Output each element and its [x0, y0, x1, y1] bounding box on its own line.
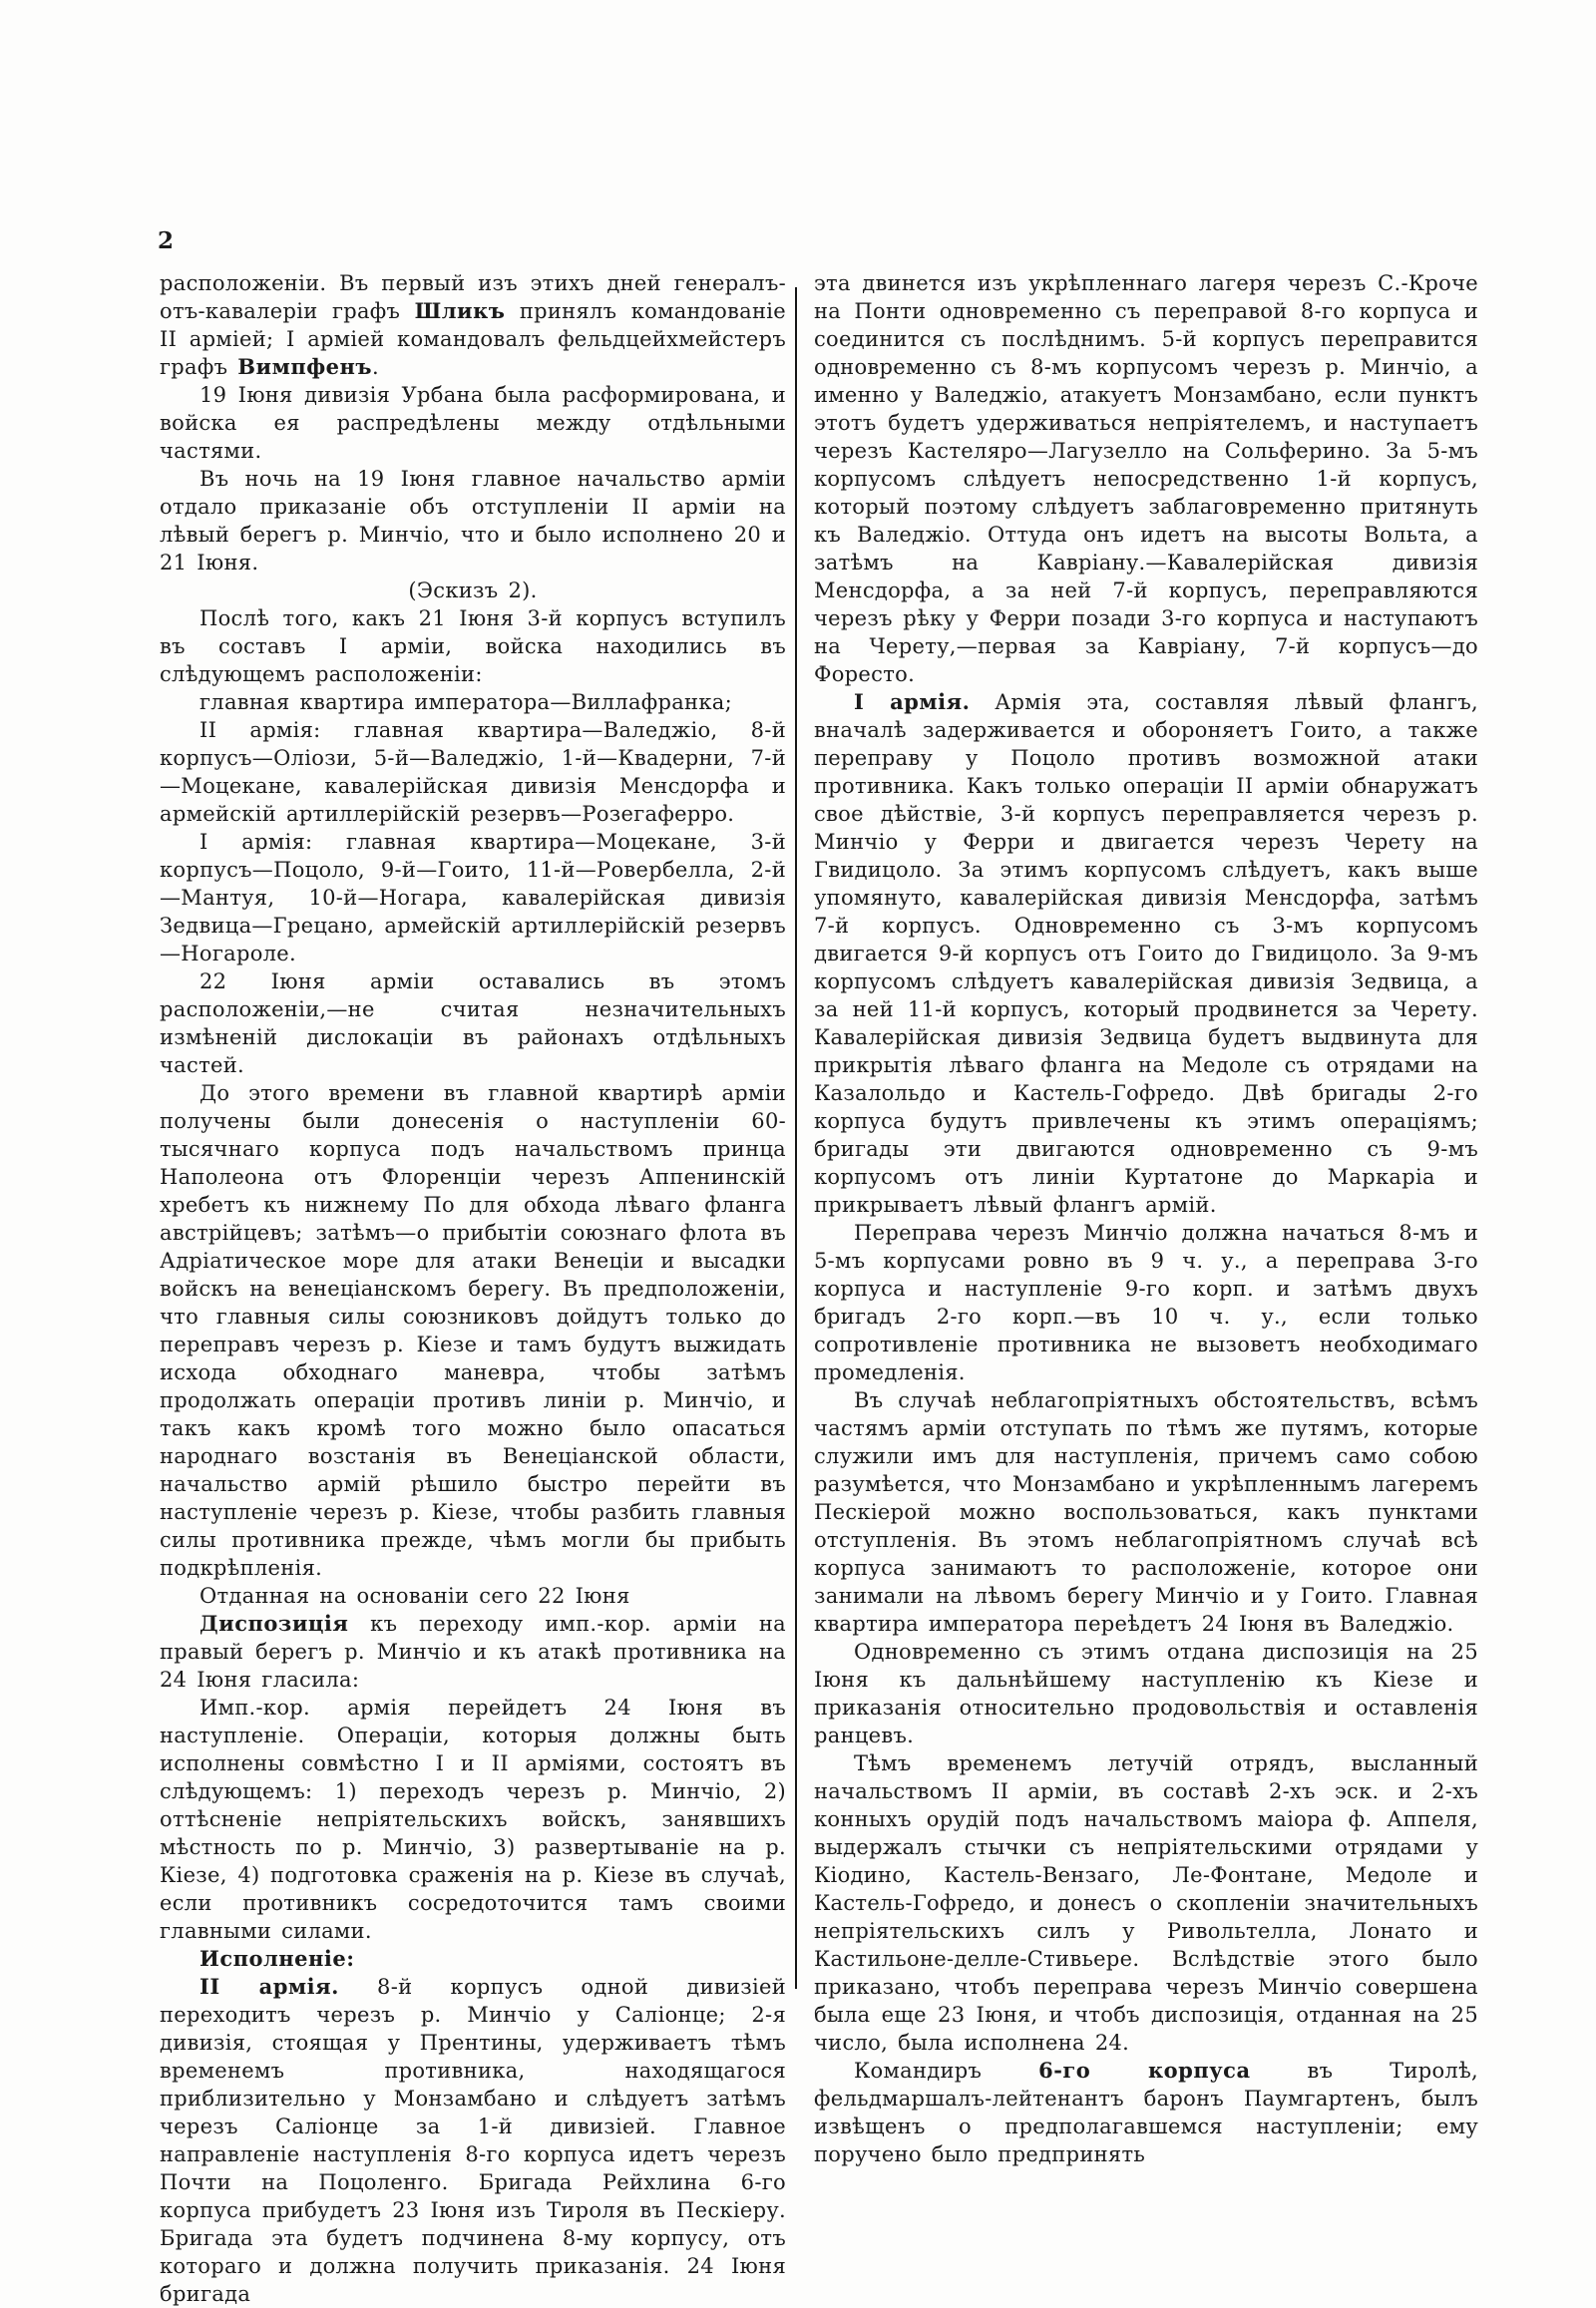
text-run: I армія: главная квартира—Моцекане, 3-й корпусъ—Поцоло, 9-й—Гоито, 11-й—Ровербелла, 2-й—Мантуя, 10-й—Ногара, кавалерійская дивизія Зедвица—Грецано, армейскій артиллерійскій резервъ—Ногароле.	[160, 830, 786, 965]
text-run: Въ случаѣ неблагопріятныхъ обстоятельствъ, всѣмъ частямъ арміи отступать по тѣмъ же путямъ, которые служили имъ для наступленія, причемъ само собою разумѣется, что Монзамбано и укрѣпленнымъ лагеремъ Пескіерой можно воспользоваться, какъ пунктами отступленія. Въ этомъ неблагопріятномъ случаѣ всѣ корпуса занимаютъ то расположеніе, которое они занимали на лѣвомъ берегу Минчіо и у Гоито. Главная квартира императора переѣдетъ 24 Іюня въ Валеджіо.	[814, 1388, 1478, 1636]
paragraph	[814, 269, 1478, 688]
text-column-left	[160, 269, 786, 2308]
bold-run: Исполненіе:	[200, 1946, 355, 1971]
text-run: принялъ командованіе II арміей; I арміей командовалъ фельдцейхмейстеръ графъ	[160, 299, 786, 379]
bold-run: I армія.	[854, 689, 971, 714]
text-run: Переправа черезъ Минчіо должна начаться 8-мъ и 5-мъ корпусами ровно въ 9 ч. у., а переправа 3-го корпуса и наступленіе 9-го корп. и затѣмъ двухъ бригадъ 2-го корп.—въ 10 ч. у., если только сопротивленіе противника не вызоветъ необходимаго промедленія.	[814, 1221, 1478, 1384]
text-run: Отданная на основаніи сего 22 Іюня	[200, 1584, 630, 1608]
paragraph	[160, 828, 786, 967]
paragraph	[160, 1973, 786, 2308]
text-run: .	[371, 355, 379, 379]
paragraph	[160, 577, 786, 604]
text-run: къ переходу имп.-кор. арміи на правый берегъ р. Минчіо и къ атакѣ противника на 24 Іюня гласила:	[160, 1612, 786, 1692]
text-run: Послѣ того, какъ 21 Іюня 3-й корпусъ вступилъ въ составъ I арміи, войска находились въ слѣдующемъ расположеніи:	[160, 606, 786, 686]
paragraph	[814, 1386, 1478, 1638]
text-run: Въ ночь на 19 Іюня главное начальство арміи отдало приказаніе объ отступленіи II арміи на лѣвый берегъ р. Минчіо, что и было исполнено 20 и 21 Іюня.	[160, 467, 786, 575]
paragraph	[160, 381, 786, 465]
paragraph	[160, 1945, 786, 1973]
text-run: главная квартира императора—Виллафранка;	[200, 690, 732, 714]
text-run: Армія эта, составляя лѣвый флангъ, вначалѣ задерживается и обороняетъ Гоито, а также переправу у Поцоло противъ возможной атаки противника. Какъ только операціи II арміи обнаружатъ свое дѣйствіе, 3-й корпусъ переправляется черезъ р. Минчіо у Ферри и двигается черезъ Черету на Гвидицоло. За этимъ корпусомъ слѣдуетъ, какъ выше упомянуто, кавалерійская дивизія Менсдорфа, затѣмъ 7-й корпусъ. Одновременно съ 3-мъ корпусомъ двигается 9-й корпусъ отъ Гоито до Гвидицоло. За 9-мъ корпусомъ слѣдуетъ кавалерійская дивизія Зедвица, а за ней 11-й корпусъ, который продвинется за Черету. Кавалерійская дивизія Зедвица будетъ выдвинута для прикрытія лѣваго фланга на Медоле съ отрядами на Казалольдо и Кастель-Гофредо. Двѣ бригады 2-го корпуса будутъ привлечены къ этимъ операціямъ; бригады эти двигаются одновременно съ 9-мъ корпусомъ отъ линіи Куртатоне до Маркаріа и прикрываетъ лѣвый флангъ армій.	[814, 690, 1478, 1217]
text-run: До этого времени въ главной квартирѣ арміи получены были донесенія о наступленіи 60-тысячнаго корпуса подъ начальствомъ принца Наполеона отъ Флоренціи черезъ Аппенинскій хребетъ къ нижнему По для обхода лѣваго фланга австрійцевъ; затѣмъ—о прибытіи союзнаго флота въ Адріатическое море для атаки Венеціи и высадки войскъ на венеціанскомъ берегу. Въ предположеніи, что главныя силы союзниковъ дойдутъ только до переправъ черезъ р. Кіезе и тамъ будутъ выжидать исхода обходнаго маневра, чтобы затѣмъ продолжать операціи противъ линіи р. Минчіо, и такъ какъ кромѣ того можно было опасаться народнаго возстанія въ Венеціанской области, начальство армій рѣшило быстро перейти въ наступленіе черезъ р. Кіезе, чтобы разбить главныя силы противника прежде, чѣмъ могли бы прибыть подкрѣпленія.	[160, 1081, 786, 1580]
bold-run: Шликъ	[414, 298, 506, 323]
bold-run: II армія.	[200, 1974, 339, 1999]
text-column-right	[814, 269, 1478, 2168]
text-run: расположеніи. Въ первый изъ этихъ дней генералъ-отъ-кавалеріи графъ	[160, 271, 786, 323]
text-run: Тѣмъ временемъ летучій отрядъ, высланный начальствомъ II арміи, въ составѣ 2-хъ эск. и 2-хъ конныхъ орудій подъ начальствомъ маіора ф. Аппеля, выдержалъ стычки съ непріятельскими отрядами у Кіодино, Кастель-Вензаго, Ле-Фонтане, Медоле и Кастель-Гофредо, и донесъ о скопленіи значительныхъ непріятельскихъ силъ у Ривольтелла, Лонато и Кастильоне-делле-Стивьере. Вслѣдствіе этого было приказано, чтобъ переправа черезъ Минчіо совершена была еще 23 Іюня, и чтобъ диспозиція, отданная на 25 число, была исполнена 24.	[814, 1751, 1478, 2055]
paragraph	[814, 1638, 1478, 1749]
paragraph	[814, 2057, 1478, 2168]
paragraph	[160, 269, 786, 381]
text-run: Одновременно съ этимъ отдана диспозиція на 25 Іюня къ дальнѣйшему наступленію къ Кіезе и приказанія относительно продовольствія и оставленія ранцевъ.	[814, 1640, 1478, 1747]
bold-run: Вимпфенъ	[237, 354, 372, 379]
paragraph	[160, 604, 786, 688]
page-number: 2	[158, 227, 176, 254]
bold-run: Диспозиція	[200, 1611, 349, 1636]
paragraph	[814, 1219, 1478, 1386]
column-divider-rule	[795, 287, 797, 1989]
paragraph	[160, 465, 786, 577]
text-run: Командиръ	[854, 2059, 1039, 2083]
text-run: (Эскизъ 2).	[408, 578, 538, 602]
text-run: 19 Іюня дивизія Урбана была расформирована, и войска ея распредѣлены между отдѣльными частями.	[160, 383, 786, 463]
text-run: Имп.-кор. армія перейдетъ 24 Іюня въ наступленіе. Операціи, которыя должны быть исполнены совмѣстно I и II арміями, состоятъ въ слѣдующемъ: 1) переходъ черезъ р. Минчіо, 2) оттѣсненіе непріятельскихъ войскъ, занявшихъ мѣстность по р. Минчіо, 3) развертываніе на р. Кіезе, 4) подготовка сраженія на р. Кіезе въ случаѣ, если противникъ сосредоточится тамъ своими главными силами.	[160, 1696, 786, 1943]
text-run: II армія: главная квартира—Валеджіо, 8-й корпусъ—Оліози, 5-й—Валеджіо, 1-й—Квадерни, 7-й—Моцекане, кавалерійская дивизія Менсдорфа и армейскій артиллерійскій резервъ—Розегаферро.	[160, 718, 786, 826]
bold-run: 6-го корпуса	[1038, 2058, 1251, 2083]
paragraph	[160, 1582, 786, 1610]
paragraph	[160, 716, 786, 828]
text-run: эта двинется изъ укрѣпленнаго лагеря черезъ С.-Кроче на Понти одновременно съ переправой 8-го корпуса и соединится съ послѣднимъ. 5-й корпусъ переправится одновременно съ 8-мъ корпусомъ черезъ р. Минчіо, а именно у Валеджіо, атакуетъ Монзамбано, если пунктъ этотъ будетъ удерживаться непріятелемъ, и наступаетъ черезъ Кастеляро—Лагузелло на Сольферино. За 5-мъ корпусомъ слѣдуетъ непосредственно 1-й корпусъ, который поэтому слѣдуетъ заблаговременно притянуть къ Валеджіо. Оттуда онъ идетъ на высоты Вольта, а затѣмъ на Кавріану.—Кавалерійская дивизія Менсдорфа, а за ней 7-й корпусъ, переправляются черезъ рѣку у Ферри позади 3-го корпуса и наступаютъ на Черету,—первая за Кавріану, 7-й корпусъ—до Форесто.	[814, 271, 1478, 686]
text-run: 8-й корпусъ одной дивизіей переходитъ черезъ р. Минчіо у Саліонце; 2-я дивизія, стоящая у Прентины, удерживаетъ тѣмъ временемъ противника, находящагося приблизительно у Монзамбано и слѣдуетъ затѣмъ черезъ Саліонце за 1-й дивизіей. Главное направленіе наступленія 8-го корпуса идетъ черезъ Почти на Поцоленго. Бригада Рейхлина 6-го корпуса прибудетъ 23 Іюня изъ Тироля въ Пескіеру. Бригада эта будетъ подчинена 8-му корпусу, отъ котораго и должна получить приказанія. 24 Іюня бригада	[160, 1975, 786, 2306]
paragraph	[814, 1749, 1478, 2057]
text-run: 22 Іюня арміи оставались въ этомъ расположеніи,—не считая незначительныхъ измѣненій дислокаціи въ районахъ отдѣльныхъ частей.	[160, 969, 786, 1077]
paragraph	[160, 967, 786, 1079]
text-run: въ Тиролѣ, фельдмаршалъ-лейтенантъ баронъ Паумгартенъ, былъ извѣщенъ о предполагавшемся наступленіи; ему поручено было предпринять	[814, 2059, 1479, 2166]
paragraph	[160, 1610, 786, 1694]
paragraph	[160, 1694, 786, 1945]
paragraph	[160, 688, 786, 716]
paragraph	[814, 688, 1478, 1219]
paragraph	[160, 1079, 786, 1582]
